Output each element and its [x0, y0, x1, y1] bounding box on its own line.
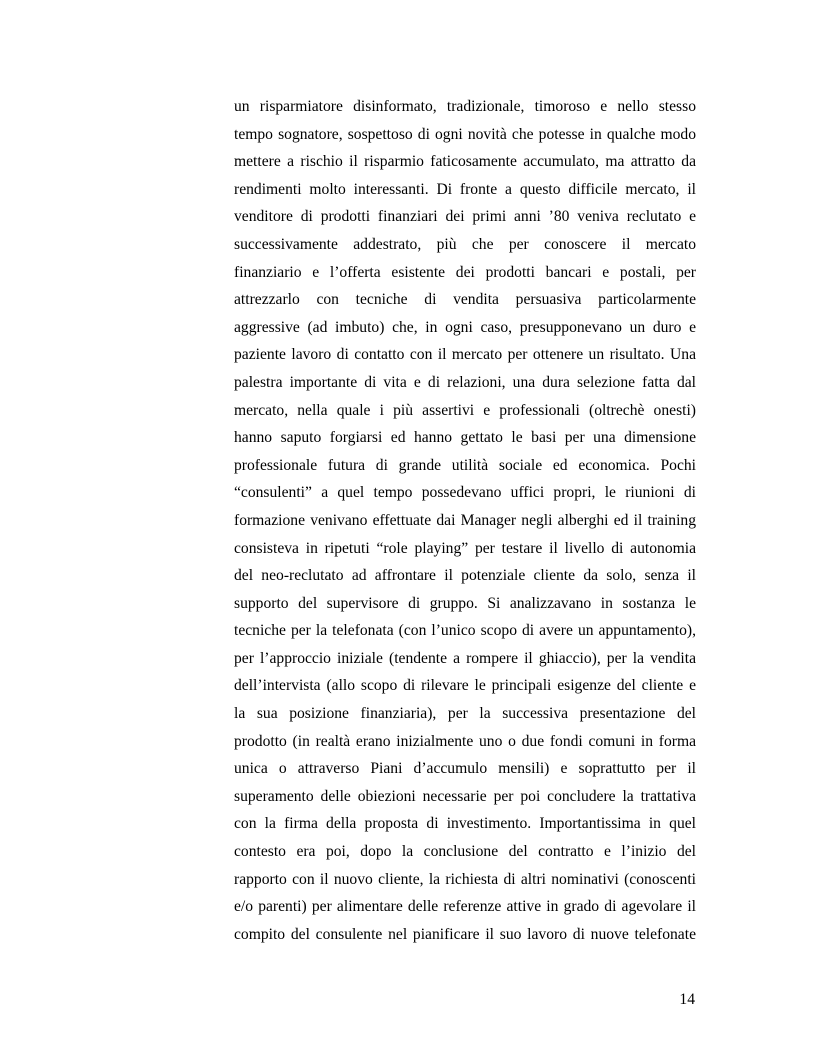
text-line: paziente lavoro di contatto con il mercato per ottenere un risultato. Una — [234, 346, 696, 364]
text-line: e/o parenti) per alimentare delle referenze attive in grado di agevolare il — [234, 898, 696, 916]
text-line: rapporto con il nuovo cliente, la richiesta di altri nominativi (conoscenti — [234, 870, 696, 888]
text-line: formazione venivano effettuate dai Manager negli alberghi ed il training — [234, 511, 696, 529]
text-line: palestra importante di vita e di relazioni, una dura selezione fatta dal — [234, 373, 696, 391]
text-line: aggressive (ad imbuto) che, in ogni caso, presupponevano un duro e — [234, 318, 696, 336]
text-line: venditore di prodotti finanziari dei primi anni ’80 veniva reclutato e — [234, 208, 696, 226]
text-line: tecniche per la telefonata (con l’unico scopo di avere un appuntamento), — [234, 622, 696, 640]
text-line: unica o attraverso Piani d’accumulo mensili) e soprattutto per il — [234, 760, 696, 778]
text-line: la sua posizione finanziaria), per la successiva presentazione del — [234, 705, 696, 723]
text-line: del neo-reclutato ad affrontare il potenziale cliente da solo, senza il — [234, 567, 696, 585]
text-line: mettere a rischio il risparmio faticosamente accumulato, ma attratto da — [234, 153, 696, 171]
text-line: prodotto (in realtà erano inizialmente uno o due fondi comuni in forma — [234, 732, 696, 750]
text-line: rendimenti molto interessanti. Di fronte a questo difficile mercato, il — [234, 180, 696, 198]
text-line: attrezzarlo con tecniche di vendita persuasiva particolarmente — [234, 291, 696, 309]
text-line: superamento delle obiezioni necessarie per poi concludere la trattativa — [234, 787, 696, 805]
body-text — [234, 93, 696, 948]
text-line: tempo sognatore, sospettoso di ogni novità che potesse in qualche modo — [234, 125, 696, 143]
text-line: dell’intervista (allo scopo di rilevare le principali esigenze del cliente e — [234, 677, 696, 695]
text-line: contesto era poi, dopo la conclusione del contratto e l’inizio del — [234, 843, 696, 861]
text-line: mercato, nella quale i più assertivi e professionali (oltrechè onesti) — [234, 401, 696, 419]
text-line: con la firma della proposta di investimento. Importantissima in quel — [234, 815, 696, 833]
text-line: compito del consulente nel pianificare il suo lavoro di nuove telefonate — [234, 925, 696, 943]
text-line: consisteva in ripetuti “role playing” per testare il livello di autonomia — [234, 539, 696, 557]
text-line: per l’approccio iniziale (tendente a rompere il ghiaccio), per la vendita — [234, 649, 696, 667]
text-line: successivamente addestrato, più che per conoscere il mercato — [234, 235, 696, 253]
text-line: supporto del supervisore di gruppo. Si analizzavano in sostanza le — [234, 594, 696, 612]
text-line: “consulenti” a quel tempo possedevano uffici propri, le riunioni di — [234, 484, 696, 502]
text-line: finanziario e l’offerta esistente dei prodotti bancari e postali, per — [234, 263, 696, 281]
page-number: 14 — [679, 991, 695, 1008]
text-line: un risparmiatore disinformato, tradizionale, timoroso e nello stesso — [234, 98, 696, 115]
text-line: hanno saputo forgiarsi ed hanno gettato le basi per una dimensione — [234, 429, 696, 447]
text-line: professionale futura di grande utilità sociale ed economica. Pochi — [234, 456, 696, 474]
